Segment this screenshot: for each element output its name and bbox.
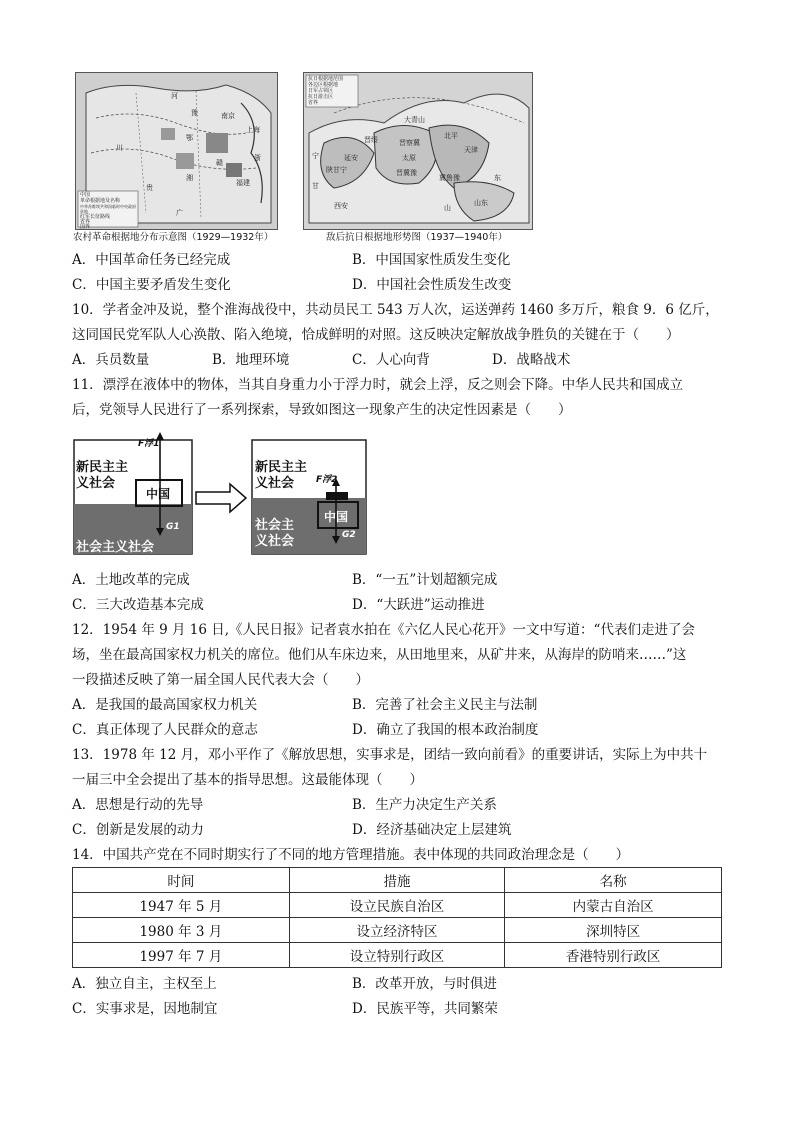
- map1-legend-item: 中华苏维埃共和国临时中央政府驻地: [80, 204, 136, 214]
- map2-legend-item: 各边区根据地: [308, 82, 339, 88]
- q12-option-b[interactable]: B．完善了社会主义民主与法制: [352, 697, 538, 713]
- map2-label: 山东: [474, 199, 488, 207]
- map1-caption: 农村革命根据地分布示意图（1929—1932年）: [73, 232, 274, 243]
- map1-label: 上海: [246, 126, 260, 134]
- map2-label: 晋冀豫: [396, 169, 417, 177]
- map2-label: 西安: [334, 202, 348, 210]
- q13-option-c[interactable]: C．创新是发展的动力: [72, 822, 204, 838]
- map1-label: 南京: [221, 112, 235, 120]
- map-anti-japanese-bases: [303, 72, 533, 230]
- map1-legend-item: 国界: [80, 224, 91, 230]
- diagram-right-bottom-label-l2: 义社会: [255, 534, 295, 549]
- map2-caption: 敌后抗日根据地形势图（1937—1940年）: [326, 232, 508, 243]
- table-cell: 1947 年 5 月: [73, 893, 290, 918]
- table-row: [73, 893, 722, 918]
- q10-option-d[interactable]: D．战略战术: [492, 352, 571, 368]
- map1-label: 福建: [236, 179, 250, 187]
- q12-stem-line1: 12．1954 年 9 月 16 日,《人民日报》记者袁水拍在《六亿人民心花开》一文中写道：“代表们走进了会: [72, 622, 695, 638]
- map1-label: 浙: [254, 154, 261, 162]
- q10-option-b[interactable]: B．地理环境: [212, 352, 290, 368]
- map2-label: 冀鲁豫: [439, 174, 460, 182]
- q12-option-a[interactable]: A．是我国的最高国家权力机关: [72, 697, 258, 713]
- diagram-right-bottom-label-l1: 社会主: [255, 518, 295, 533]
- q14-stem-line1: 14．中国共产党在不同时期实行了不同的地方管理措施。表中体现的共同政治理念是（ ）: [72, 847, 630, 863]
- map-rural-revolutionary-bases: [75, 72, 278, 230]
- table-cell: 1980 年 3 月: [73, 918, 290, 943]
- map2-label: 北平: [444, 132, 458, 140]
- map1-legend-item: 革命根据地及名称: [80, 198, 121, 204]
- map2-label: 大青山: [404, 116, 425, 124]
- map2-legend-item: 抗日根据地范围: [308, 76, 344, 82]
- map1-label: 贵: [146, 184, 153, 192]
- q11-stem-line1: 11．漂浮在液体中的物体，当其自身重力小于浮力时，就会上浮，反之则会下降。中华人民共和国成立: [72, 377, 684, 393]
- diagram-f2-label: F浮2: [316, 475, 338, 485]
- map1-label: 川: [116, 144, 123, 152]
- q11-stem-line2: 后，党领导人民进行了一系列探索，导致如图这一现象产生的决定性因素是（ ）: [72, 402, 572, 418]
- diagram-left-top-label-l2: 义社会: [76, 476, 116, 491]
- q12-stem-line3: 一段描述反映了第一届全国人民代表大会（ ）: [72, 672, 369, 688]
- diagram-left-box-label: 中国: [146, 487, 171, 501]
- q13-option-b[interactable]: B．生产力决定生产关系: [352, 797, 497, 813]
- q10-stem-line2: 这同国民党军队人心涣散、陷入绝境，恰成鲜明的对照。这反映决定解放战争胜负的关键在于（ ）: [72, 327, 680, 343]
- map2-label: 甘: [312, 182, 319, 190]
- table-cell: 设立特别行政区: [289, 943, 505, 968]
- table-header-row: [73, 868, 722, 893]
- diagram-right-top-label-l1: 新民主主: [255, 460, 308, 475]
- table-cell: 1997 年 7 月: [73, 943, 290, 968]
- q12-stem-line2: 场，坐在最高国家权力机关的席位。他们从车床边来，从田地里来，从矿井来，从海岸的防哨来……”这: [72, 647, 687, 663]
- table-header-cell: 时间: [73, 868, 290, 893]
- q11-option-d[interactable]: D．“大跃进”运动推进: [352, 597, 485, 613]
- diagram-left-bottom-label: 社会主义社会: [76, 540, 155, 555]
- table-cell: 深圳特区: [505, 918, 722, 943]
- map1-legend-item: 红军长征路线: [80, 214, 111, 220]
- q9-option-b[interactable]: B．中国国家性质发生变化: [352, 252, 511, 268]
- diagram-right-top-label-l2: 义社会: [255, 476, 295, 491]
- map2-legend-item: 抗日游击区: [308, 94, 334, 100]
- q14-option-b[interactable]: B．改革开放，与时俱进: [352, 976, 497, 992]
- q10-stem-line1: 10．学者金冲及说，整个淮海战役中，共动员民工 543 万人次，运送弹药 1460 多万斤，粮食 9．6 亿斤，: [72, 302, 719, 318]
- diagram-right-box-label: 中国: [324, 510, 349, 524]
- table-row: [73, 918, 722, 943]
- diagram-right-bottom-label: [255, 518, 294, 550]
- map2-legend: [308, 76, 358, 106]
- q9-option-a[interactable]: A．中国革命任务已经完成: [72, 252, 231, 268]
- table-cell: 香港特别行政区: [505, 943, 722, 968]
- map2-label: 宁: [312, 152, 319, 160]
- q14-option-d[interactable]: D．民族平等，共同繁荣: [352, 1001, 498, 1017]
- diagram-left-top-label: [76, 460, 128, 492]
- table-cell: 内蒙古自治区: [505, 893, 722, 918]
- q9-option-d[interactable]: D．中国社会性质发生改变: [352, 277, 512, 293]
- q12-option-c[interactable]: C．真正体现了人民群众的意志: [72, 722, 258, 738]
- map2-label: 天津: [464, 146, 478, 154]
- q13-option-a[interactable]: A．思想是行动的先导: [72, 797, 204, 813]
- diagram-f1-label: F浮1: [138, 439, 160, 449]
- q14-option-a[interactable]: A．独立自主，主权至上: [72, 976, 217, 992]
- q11-option-c[interactable]: C．三大改造基本完成: [72, 597, 204, 613]
- q13-option-d[interactable]: D．经济基础决定上层建筑: [352, 822, 512, 838]
- q10-option-a[interactable]: A．兵员数量: [72, 352, 150, 368]
- map1-legend-item: 中国: [80, 192, 91, 198]
- map2-label: 晋绥: [364, 136, 378, 144]
- map2-legend-item: 日军占领区: [308, 88, 334, 94]
- map2-label: 东: [494, 174, 501, 182]
- q10-option-c[interactable]: C．人心向背: [352, 352, 430, 368]
- map1-legend: [80, 192, 138, 230]
- q14-option-c[interactable]: C．实事求是，因地制宜: [72, 1001, 218, 1017]
- diagram-g1-label: G1: [166, 522, 180, 532]
- table-cell: 设立经济特区: [289, 918, 505, 943]
- map2-label: 山: [444, 204, 451, 212]
- buoyancy-diagram: [72, 432, 368, 556]
- map1-label: 鄂: [186, 134, 193, 142]
- map2-label: 陕甘宁: [326, 166, 347, 174]
- q12-option-d[interactable]: D．确立了我国的根本政治制度: [352, 722, 539, 738]
- q14-table: [72, 867, 722, 968]
- map2-legend-item: 省界: [308, 100, 319, 106]
- q9-option-c[interactable]: C．中国主要矛盾发生变化: [72, 277, 231, 293]
- map1-label: 河: [171, 92, 178, 100]
- map1-legend-item: 省界: [80, 219, 91, 225]
- map1-label: 广: [176, 209, 183, 217]
- map1-label: 豫: [191, 109, 198, 117]
- diagram-right-top-label: [255, 460, 307, 492]
- diagram-g2-label: G2: [342, 530, 356, 540]
- q13-stem-line2: 一届三中全会提出了基本的指导思想。这最能体现（ ）: [72, 772, 423, 788]
- map2-label: 延安: [344, 154, 358, 162]
- map1-label: 湘: [186, 174, 193, 182]
- map2-label: 晋察冀: [399, 139, 420, 147]
- diagram-left-top-label-l1: 新民主主: [76, 460, 129, 475]
- table-cell: 设立民族自治区: [289, 893, 505, 918]
- q11-option-a[interactable]: A．土地改革的完成: [72, 572, 190, 588]
- map1-label: 赣: [216, 159, 223, 167]
- q11-option-b[interactable]: B．“一五”计划超额完成: [352, 572, 498, 588]
- table-header-cell: 措施: [289, 868, 505, 893]
- map2-label: 太原: [402, 154, 416, 162]
- q13-stem-line1: 13．1978 年 12 月，邓小平作了《解放思想，实事求是，团结一致向前看》的重要讲话，实际上为中共十: [72, 747, 708, 763]
- table-header-cell: 名称: [505, 868, 722, 893]
- table-row: [73, 943, 722, 968]
